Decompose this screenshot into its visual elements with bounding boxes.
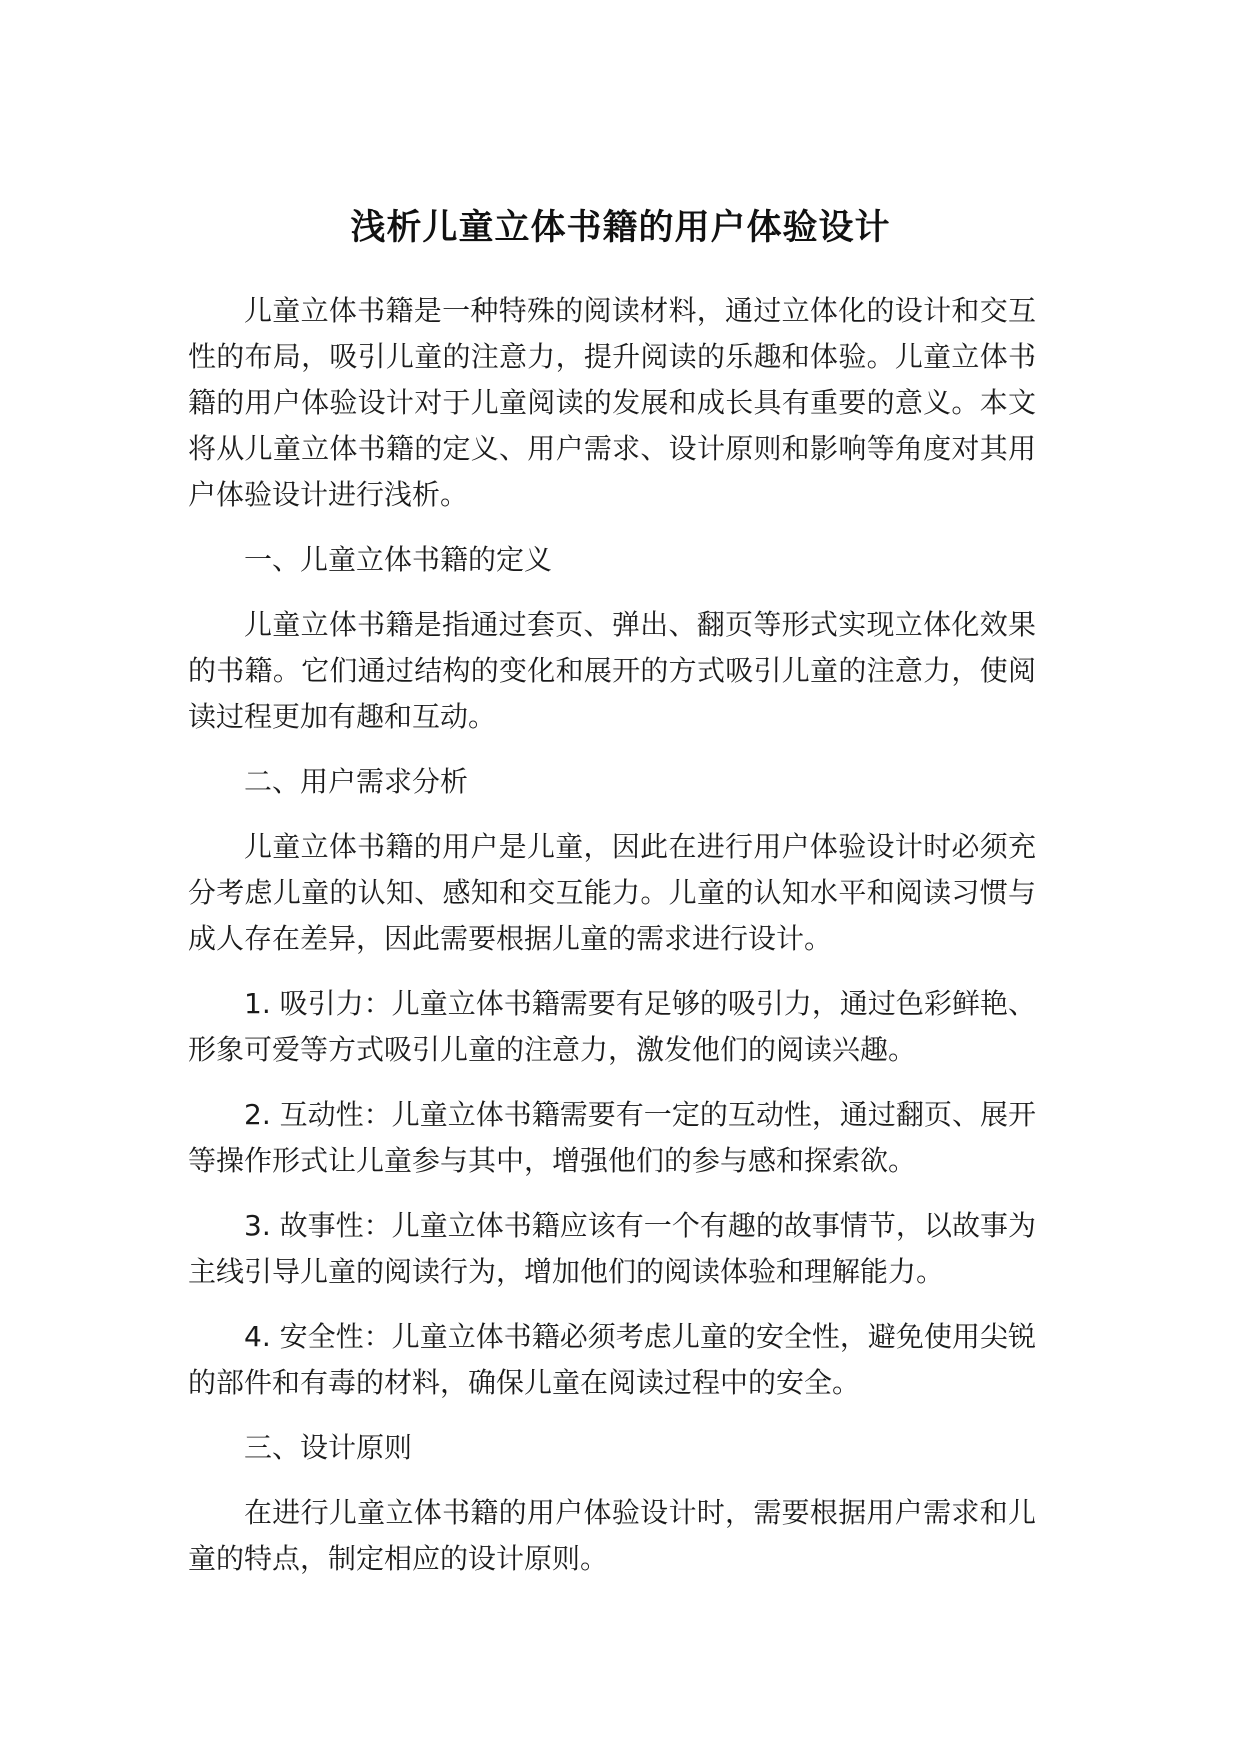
section-heading-user-needs: 二、用户需求分析 (244, 765, 469, 798)
section-heading-definition: 一、儿童立体书籍的定义 (244, 543, 553, 576)
document-title: 浅析儿童立体书籍的用户体验设计 (350, 208, 891, 249)
paragraph-definition: 儿童立体书籍是指通过套页、弹出、翻页等形式实现立体化效果的书籍。它们通过结构的变化和展开的方式吸引儿童的注意力，使阅读过程更加有趣和互动。 (188, 608, 1036, 733)
list-item-attraction: 1. 吸引力：儿童立体书籍需要有足够的吸引力，通过色彩鲜艳、形象可爱等方式吸引儿童的注意力，激发他们的阅读兴趣。 (188, 987, 1036, 1066)
paragraph-intro: 儿童立体书籍是一种特殊的阅读材料，通过立体化的设计和交互性的布局，吸引儿童的注意力，提升阅读的乐趣和体验。儿童立体书籍的用户体验设计对于儿童阅读的发展和成长具有重要的意义。本文将从儿童立体书籍的定义、用户需求、设计原则和影响等角度对其用户体验设计进行浅析。 (188, 294, 1036, 511)
list-item-interactivity: 2. 互动性：儿童立体书籍需要有一定的互动性，通过翻页、展开等操作形式让儿童参与其中，增强他们的参与感和探索欲。 (188, 1098, 1036, 1177)
document-body (188, 288, 1036, 1601)
paragraph-design-principles: 在进行儿童立体书籍的用户体验设计时，需要根据用户需求和儿童的特点，制定相应的设计原则。 (188, 1496, 1036, 1575)
section-heading-design-principles: 三、设计原则 (244, 1431, 413, 1464)
list-item-safety: 4. 安全性：儿童立体书籍必须考虑儿童的安全性，避免使用尖锐的部件和有毒的材料，确保儿童在阅读过程中的安全。 (188, 1320, 1036, 1399)
paragraph-user-needs: 儿童立体书籍的用户是儿童，因此在进行用户体验设计时必须充分考虑儿童的认知、感知和交互能力。儿童的认知水平和阅读习惯与成人存在差异，因此需要根据儿童的需求进行设计。 (188, 830, 1036, 955)
list-item-storytelling: 3. 故事性：儿童立体书籍应该有一个有趣的故事情节，以故事为主线引导儿童的阅读行为，增加他们的阅读体验和理解能力。 (188, 1209, 1036, 1288)
